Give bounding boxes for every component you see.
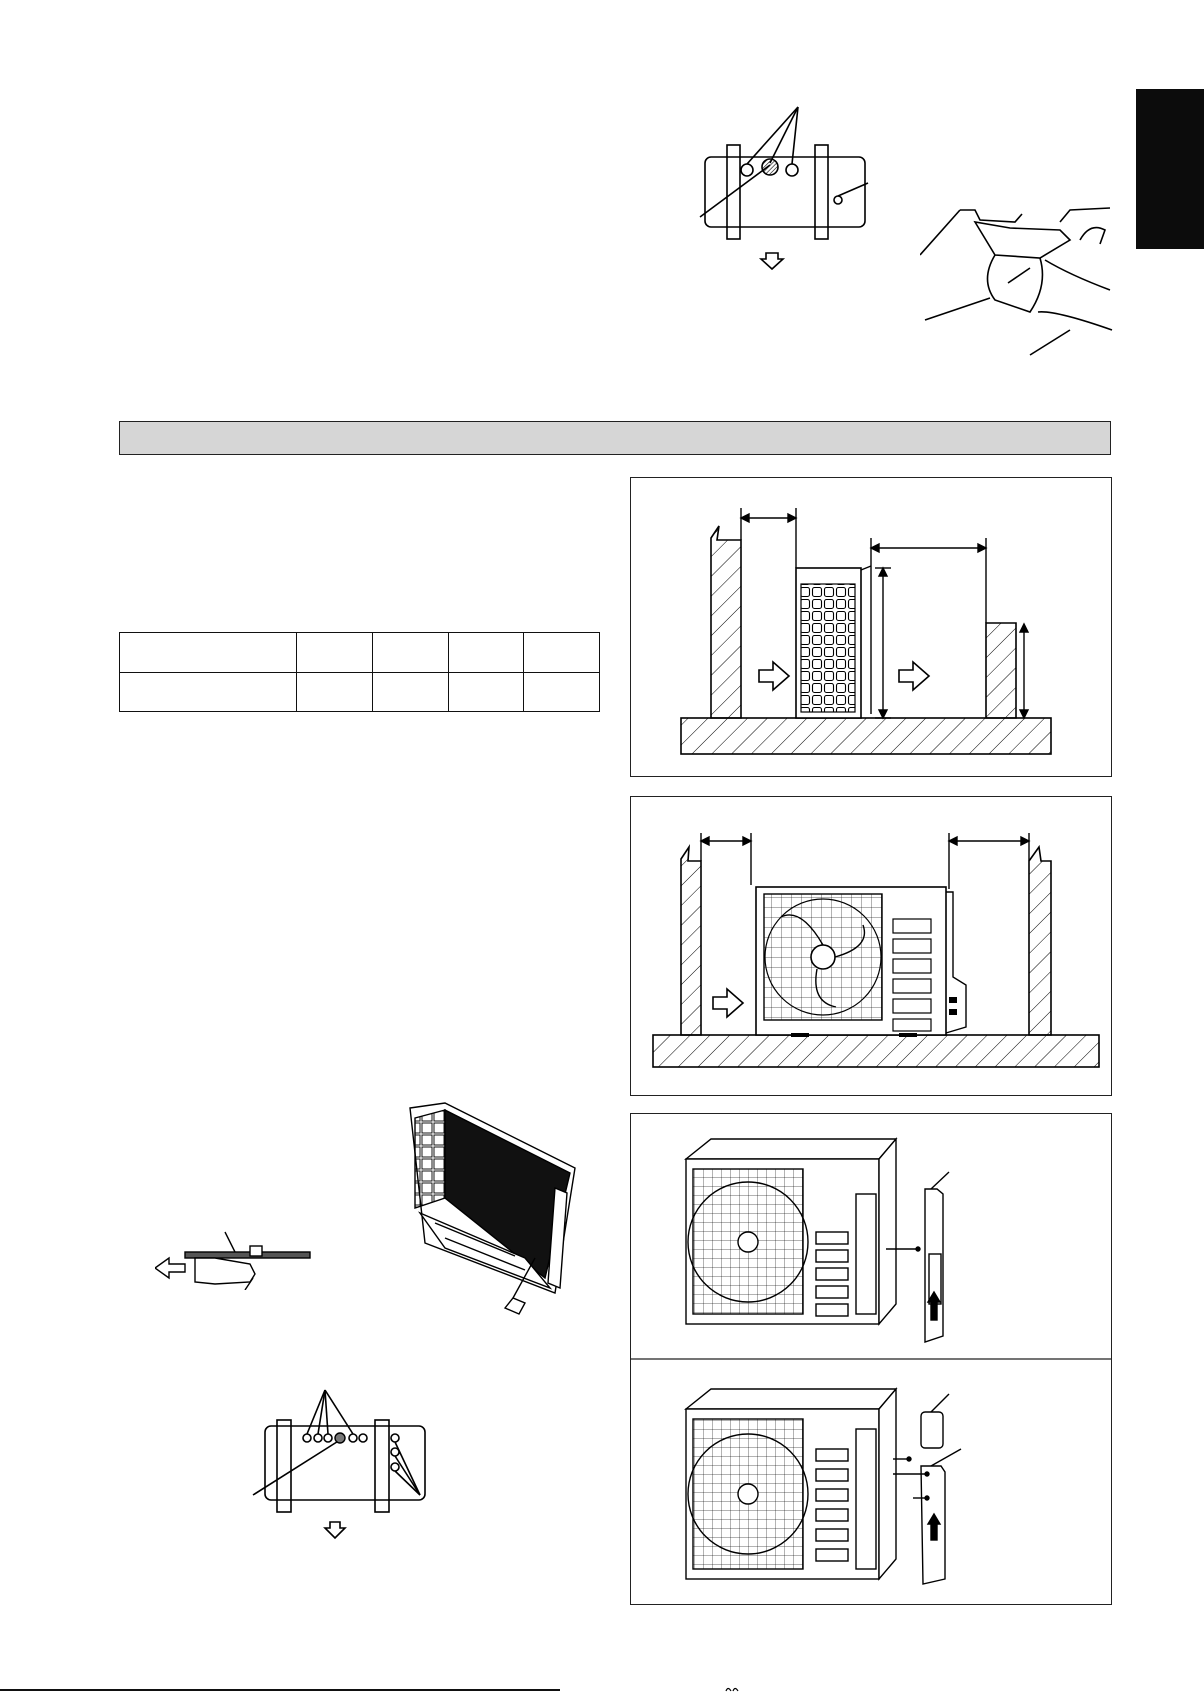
indoor-drain-position-diagram: [690, 105, 880, 285]
outdoor-drain-hole-diagram: [245, 1380, 445, 1580]
table-cell: [372, 672, 448, 712]
table-cell: [297, 672, 373, 712]
drain-hole-hatched: [762, 159, 778, 175]
side-clearance-diagram: [631, 478, 1111, 776]
table-cell: [120, 633, 297, 673]
drain-hose-connection-diagram: [920, 200, 1120, 370]
table-row: [120, 633, 600, 673]
front-clearance-diagram: [631, 797, 1111, 1095]
table-cell: [372, 633, 448, 673]
language-side-tab: [1136, 89, 1204, 249]
table-cell: [524, 633, 600, 673]
cover-removal-diagrams: [631, 1114, 1111, 1604]
clearance-table: [119, 632, 600, 712]
table-cell: [448, 672, 524, 712]
side-clearance-figure: [630, 477, 1112, 777]
table-cell: [524, 672, 600, 712]
drain-plug-pull-diagram: [155, 1230, 315, 1290]
page-footer-rule: [0, 1689, 560, 1691]
tilted-unit-drain-diagram: [385, 1098, 590, 1323]
table-cell: [120, 672, 297, 712]
table-cell: [448, 633, 524, 673]
table-cell: [297, 633, 373, 673]
section-heading-bar: [119, 421, 1111, 455]
table-row: [120, 672, 600, 712]
page-footer-mark: [724, 1686, 740, 1692]
front-clearance-figure: [630, 796, 1112, 1096]
cover-removal-figure: [630, 1113, 1112, 1605]
